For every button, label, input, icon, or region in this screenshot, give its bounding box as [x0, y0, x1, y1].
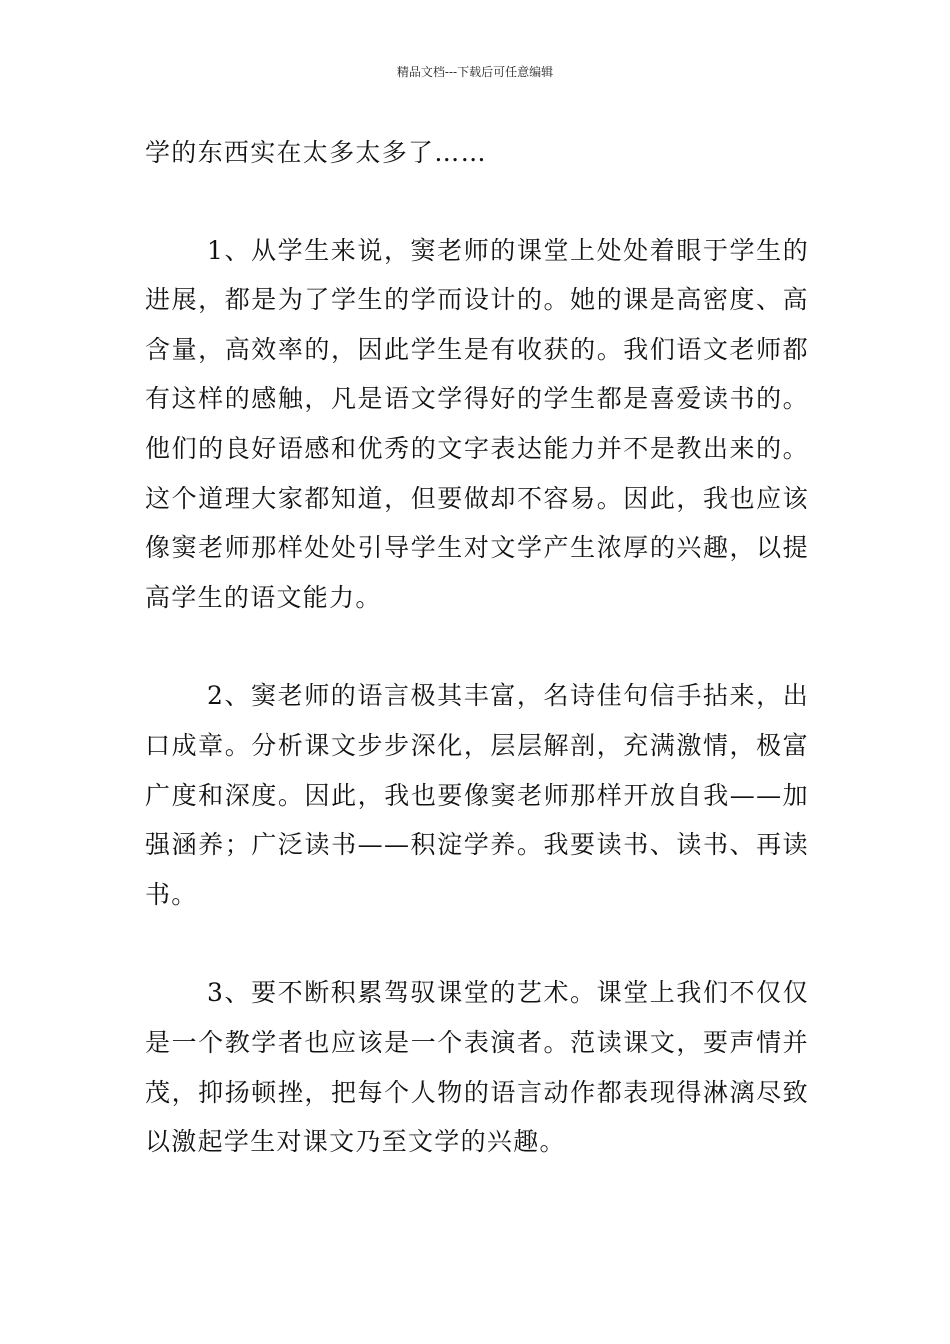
- page-header: [0, 64, 950, 80]
- continued-paragraph: 学的东西实在太多太多了……: [145, 138, 487, 167]
- paragraph-1: 1、从学生来说，窦老师的课堂上处处着眼于学生的进展，都是为了学生的学而设计的。她的课是高密度、高含量，高效率的，因此学生是有收获的。我们语文老师都有这样的感触，凡是语文学得好的学生都是喜爱读书的。他们的良好语感和优秀的文字表达能力并不是教出来的。这个道理大家都知道，但要做却不容易。因此，我也应该像窦老师那样处处引导学生对文学产生浓厚的兴趣，以提高学生的语文能力。: [145, 235, 809, 612]
- header-watermark-text: 精品文档---下载后可任意编辑: [396, 65, 554, 79]
- document-body: [145, 128, 809, 1216]
- paragraph-2: 2、窦老师的语言极其丰富，名诗佳句信手拈来，出口成章。分析课文步步深化，层层解剖，充满激情，极富广度和深度。因此，我也要像窦老师那样开放自我——加强涵养；广泛读书——积淀学养。我要读书、读书、再读书。: [145, 681, 809, 909]
- paragraph-3: 3、要不断积累驾驭课堂的艺术。课堂上我们不仅仅是一个教学者也应该是一个表演者。范读课文，要声情并茂，抑扬顿挫，把每个人物的语言动作都表现得淋漓尽致以激起学生对课文乃至文学的兴趣。: [145, 978, 809, 1157]
